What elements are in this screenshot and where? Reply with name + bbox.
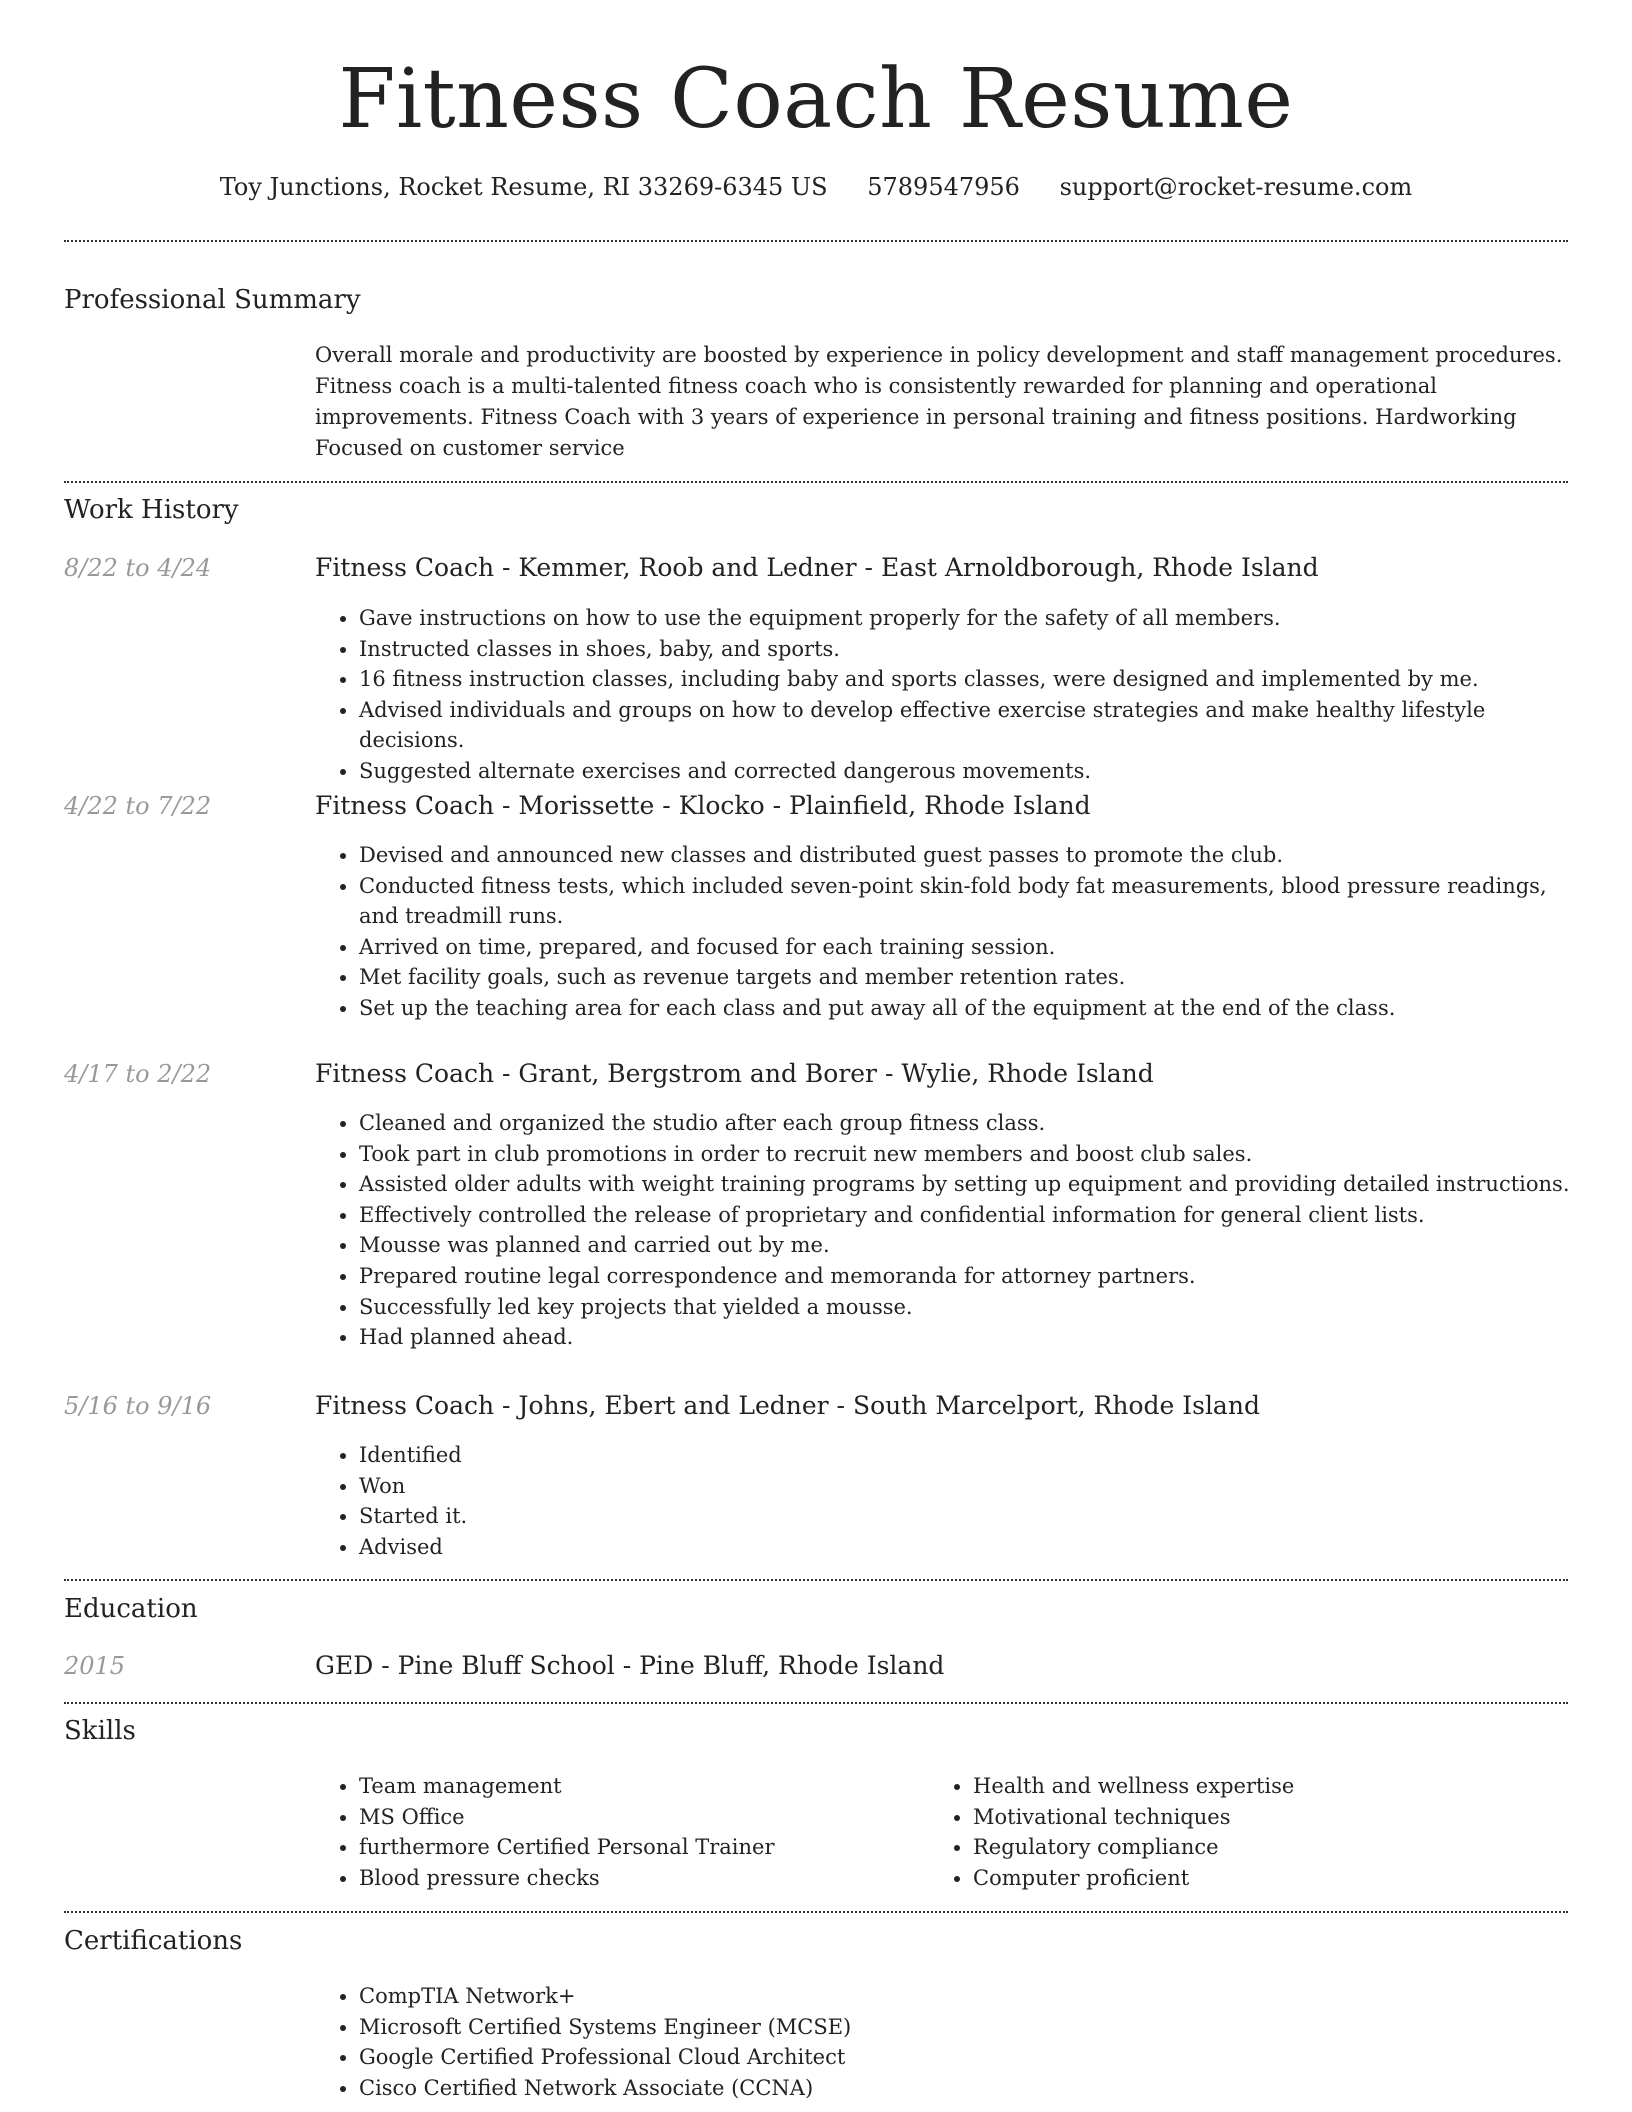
contact-email: support@rocket-resume.com xyxy=(1059,173,1413,201)
list-item: • Won xyxy=(359,1471,1575,1502)
job-bullets xyxy=(315,840,1575,1024)
job-dates: 5/16 to 9/16 xyxy=(64,1392,212,1420)
divider xyxy=(64,1911,1568,1913)
job-title: Fitness Coach - Morissette - Klocko - Plainfield, Rhode Island xyxy=(315,791,1091,820)
list-item: • Cisco Certified Network Associate (CCNA) xyxy=(359,2073,1575,2104)
list-item: • Met facility goals, such as revenue targets and member retention rates. xyxy=(359,962,1575,993)
skills-list-right xyxy=(929,1771,1543,1893)
contact-line xyxy=(0,170,1632,204)
education-entry: GED - Pine Bluff School - Pine Bluff, Rhode Island xyxy=(315,1651,945,1680)
list-item: • Conducted fitness tests, which included seven-point skin-fold body fat measurements, blood pressure readings, and treadmill runs. xyxy=(359,871,1575,932)
list-item: • Mousse was planned and carried out by me. xyxy=(359,1230,1575,1261)
job-bullets xyxy=(315,1108,1575,1353)
list-item: • Arrived on time, prepared, and focused for each training session. xyxy=(359,932,1575,963)
list-item: • Devised and announced new classes and distributed guest passes to promote the club. xyxy=(359,840,1575,871)
section-heading-skills: Skills xyxy=(64,1716,136,1746)
job-title: Fitness Coach - Grant, Bergstrom and Borer - Wylie, Rhode Island xyxy=(315,1059,1154,1088)
list-item: • Team management xyxy=(359,1771,929,1802)
list-item: • Had planned ahead. xyxy=(359,1322,1575,1353)
list-item: • Regulatory compliance xyxy=(973,1832,1543,1863)
list-item: • Instructed classes in shoes, baby, and sports. xyxy=(359,634,1575,665)
list-item: • MS Office xyxy=(359,1802,929,1833)
contact-address: Toy Junctions, Rocket Resume, RI 33269-6345 US xyxy=(219,173,828,201)
job-title: Fitness Coach - Kemmer, Roob and Ledner - East Arnoldborough, Rhode Island xyxy=(315,553,1319,582)
list-item: • Computer proficient xyxy=(973,1863,1543,1894)
list-item: • Prepared routine legal correspondence and memoranda for attorney partners. xyxy=(359,1261,1575,1292)
list-item: • 16 fitness instruction classes, including baby and sports classes, were designed and implemented by me. xyxy=(359,664,1575,695)
list-item: • Successfully led key projects that yielded a mousse. xyxy=(359,1292,1575,1323)
divider xyxy=(64,1702,1568,1704)
job-dates: 4/22 to 7/22 xyxy=(64,792,212,820)
certifications-list xyxy=(315,1981,1575,2103)
list-item: • Set up the teaching area for each class and put away all of the equipment at the end of the class. xyxy=(359,993,1575,1024)
section-heading-work-history: Work History xyxy=(64,495,239,525)
list-item: • Advised xyxy=(359,1532,1575,1563)
list-item: • Cleaned and organized the studio after each group fitness class. xyxy=(359,1108,1575,1139)
contact-phone: 5789547956 xyxy=(867,173,1020,201)
list-item: • Microsoft Certified Systems Engineer (MCSE) xyxy=(359,2012,1575,2043)
list-item: • Motivational techniques xyxy=(973,1802,1543,1833)
list-item: • Effectively controlled the release of proprietary and confidential information for general client lists. xyxy=(359,1200,1575,1231)
list-item: • Gave instructions on how to use the equipment properly for the safety of all members. xyxy=(359,603,1575,634)
job-bullets xyxy=(315,1440,1575,1562)
list-item: • Blood pressure checks xyxy=(359,1863,929,1894)
job-bullets xyxy=(315,603,1575,787)
job-dates: 8/22 to 4/24 xyxy=(64,554,212,582)
list-item: • Assisted older adults with weight training programs by setting up equipment and providing detailed instructions. xyxy=(359,1169,1575,1200)
list-item: • Identified xyxy=(359,1440,1575,1471)
job-dates: 4/17 to 2/22 xyxy=(64,1060,212,1088)
list-item: • Advised individuals and groups on how to develop effective exercise strategies and make healthy lifestyle decisions. xyxy=(359,695,1575,756)
list-item: • Took part in club promotions in order to recruit new members and boost club sales. xyxy=(359,1139,1575,1170)
list-item: • furthermore Certified Personal Trainer xyxy=(359,1832,929,1863)
divider xyxy=(64,1579,1568,1581)
divider xyxy=(64,240,1568,242)
divider xyxy=(64,481,1568,483)
job-title: Fitness Coach - Johns, Ebert and Ledner - South Marcelport, Rhode Island xyxy=(315,1391,1260,1420)
summary-text: Overall morale and productivity are boosted by experience in policy development and staff management procedures. Fitness coach is a multi-talented fitness coach who is consistently rewarded for planning and operational improvements. Fitness Coach with 3 years of experience in personal training and fitness positions. Hardworking Focused on customer service xyxy=(315,343,1563,460)
resume-title: Fitness Coach Resume xyxy=(338,52,1294,147)
skills-list-left xyxy=(315,1771,929,1893)
list-item: • Health and wellness expertise xyxy=(973,1771,1543,1802)
section-heading-certifications: Certifications xyxy=(64,1926,243,1956)
section-heading-education: Education xyxy=(64,1594,198,1624)
list-item: • Suggested alternate exercises and corrected dangerous movements. xyxy=(359,756,1575,787)
section-heading-summary: Professional Summary xyxy=(64,285,361,315)
education-year: 2015 xyxy=(64,1652,126,1680)
list-item: • CompTIA Network+ xyxy=(359,1981,1575,2012)
list-item: • Started it. xyxy=(359,1501,1575,1532)
list-item: • Google Certified Professional Cloud Architect xyxy=(359,2042,1575,2073)
